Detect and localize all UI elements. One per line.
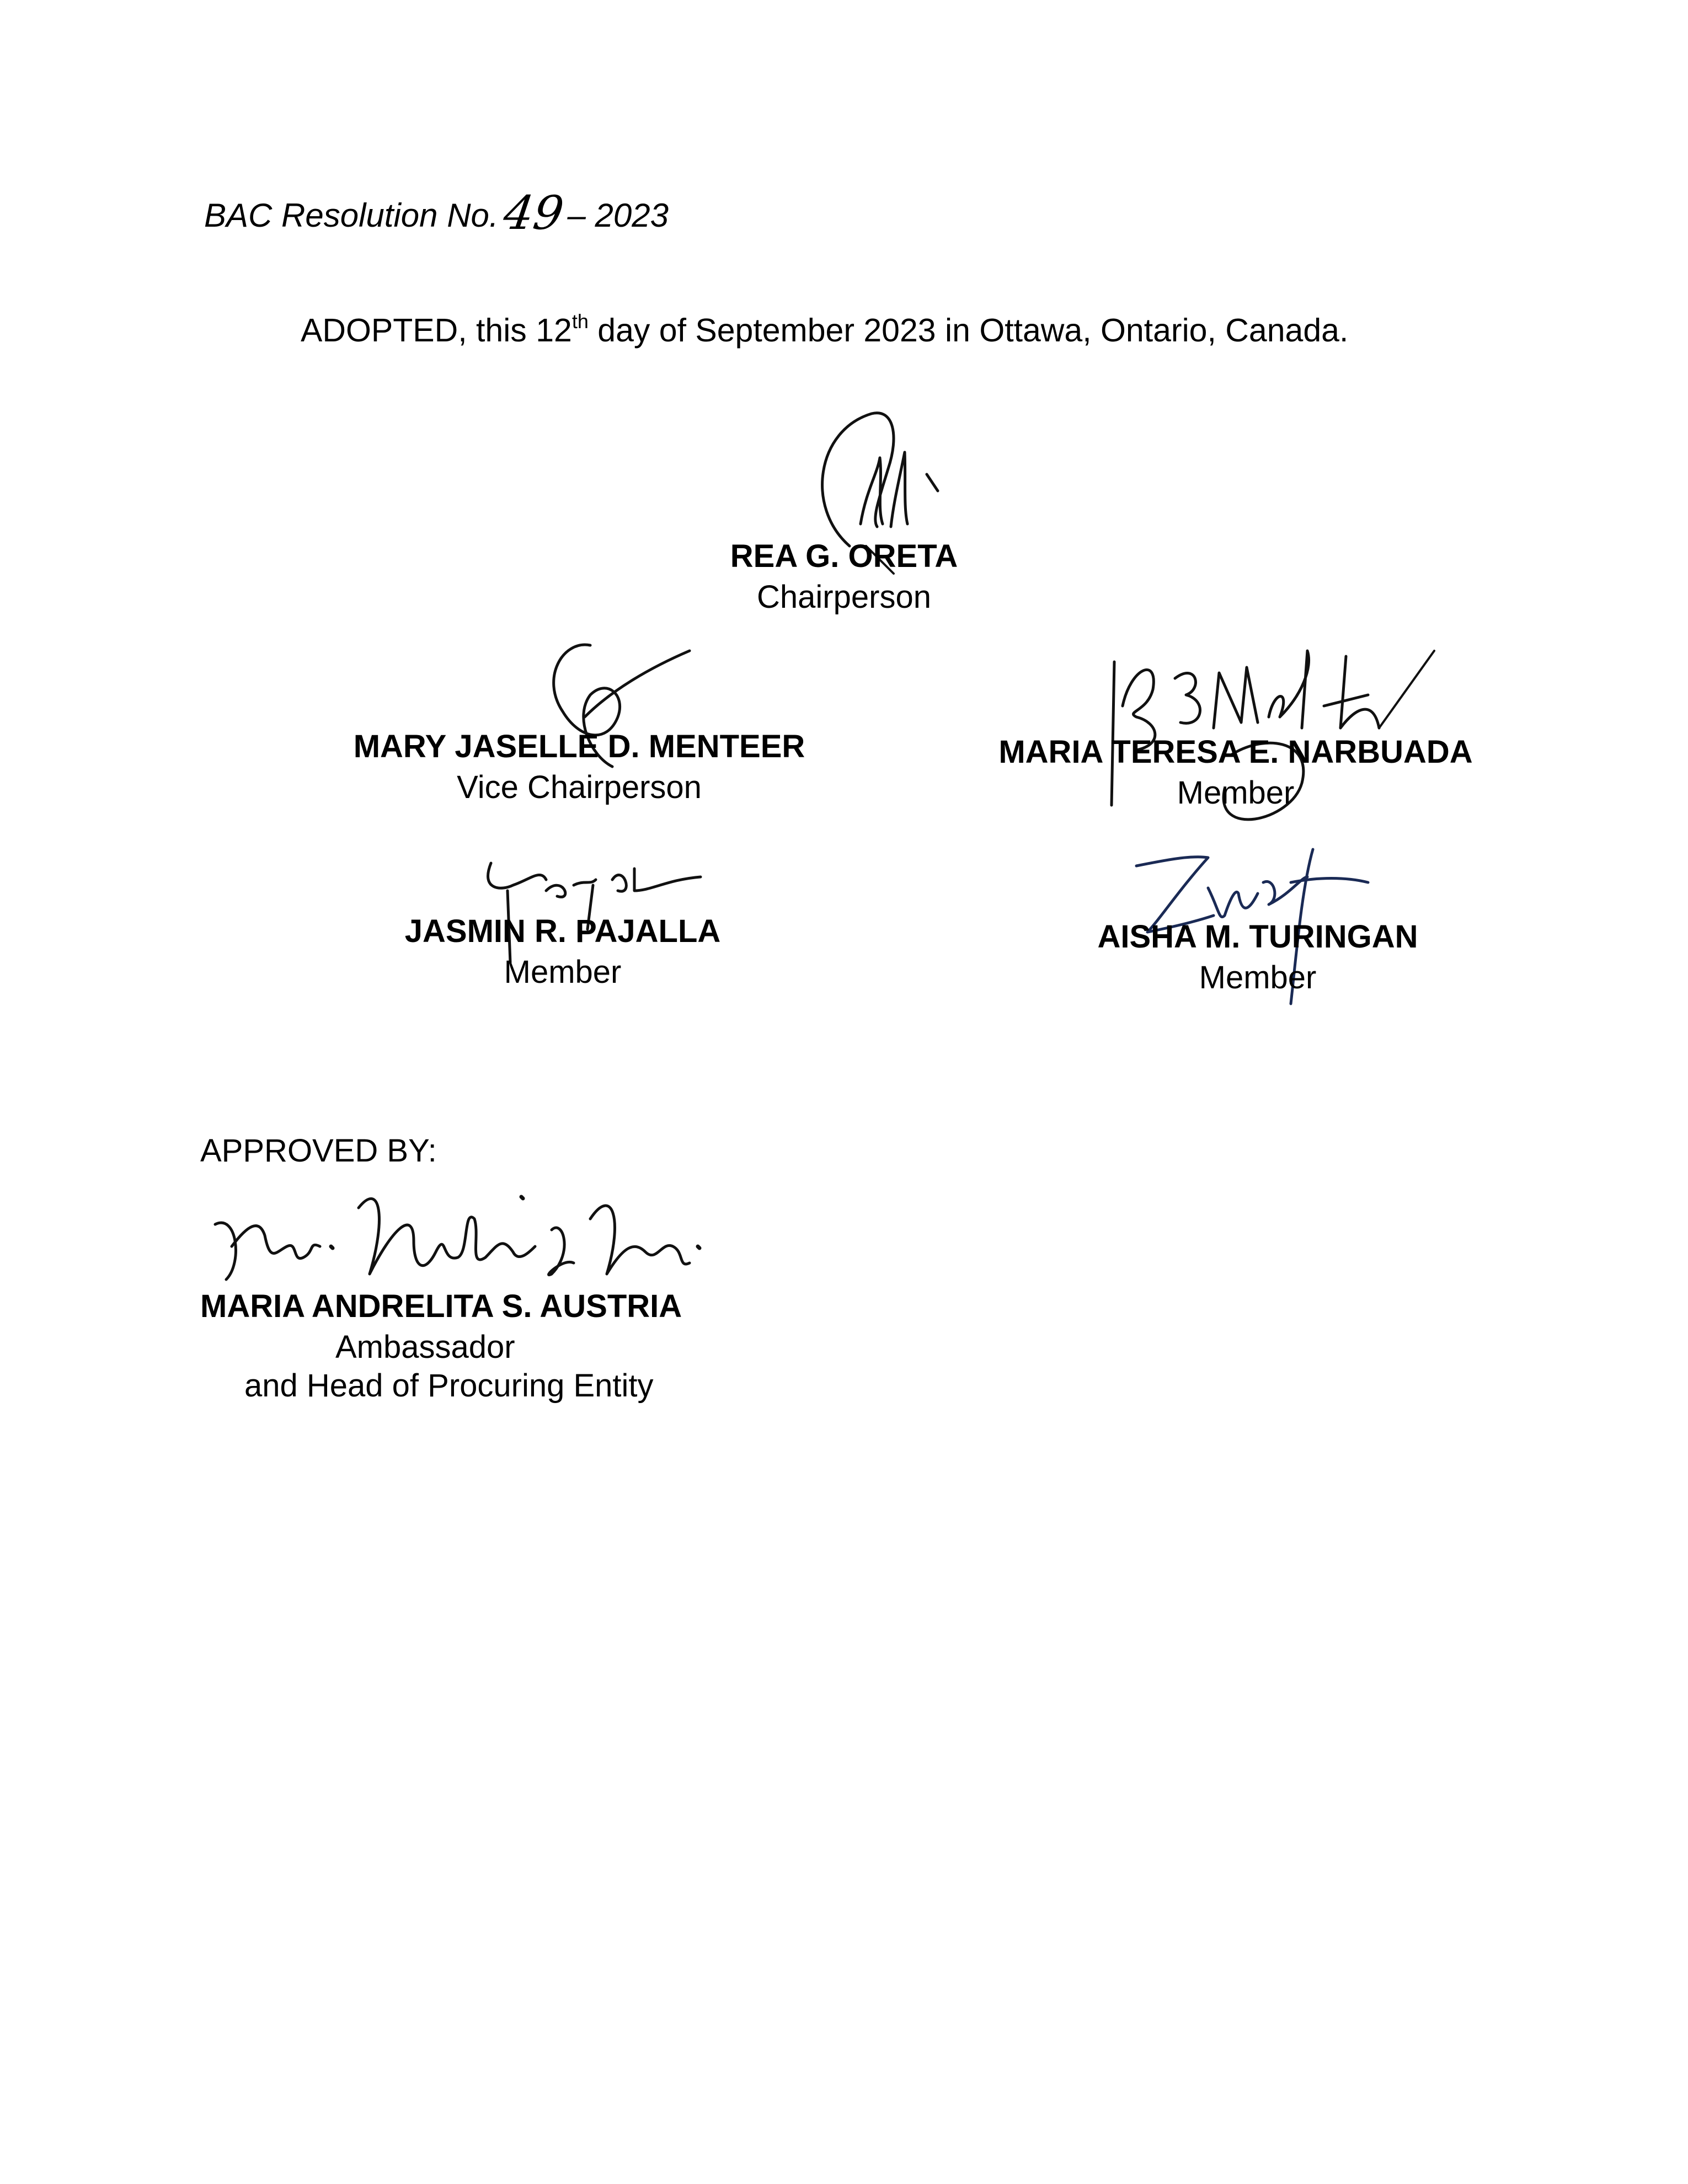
signer-role: Member bbox=[504, 954, 622, 990]
signer-role: Member bbox=[1199, 960, 1317, 995]
signer-role: Vice Chairperson bbox=[457, 769, 702, 805]
signer-member-turingan bbox=[1048, 921, 1467, 994]
resolution-number-handwritten: 49 bbox=[500, 186, 567, 240]
signer-role: Member bbox=[1177, 775, 1295, 811]
signer-name: MARIA TERESA E. NARBUADA bbox=[998, 734, 1473, 770]
approver-block bbox=[200, 1288, 682, 1404]
approver-role-line1: Ambassador bbox=[335, 1329, 515, 1365]
approver-role-line2: and Head of Procuring Entity bbox=[244, 1368, 654, 1404]
resolution-year: – 2023 bbox=[567, 197, 669, 234]
signer-chairperson bbox=[712, 540, 976, 613]
resolution-prefix: BAC Resolution No. bbox=[204, 197, 499, 234]
adopted-day-suffix: th bbox=[571, 310, 589, 333]
signer-vice-chairperson bbox=[342, 731, 816, 804]
adopted-text-end: day of September 2023 in Ottawa, Ontario, Canada. bbox=[588, 312, 1349, 349]
signer-role: Chairperson bbox=[757, 579, 931, 615]
adopted-statement bbox=[301, 310, 1349, 349]
approver-name: MARIA ANDRELITA S. AUSTRIA bbox=[200, 1288, 682, 1324]
adopted-text-start: ADOPTED, this 12 bbox=[301, 312, 572, 349]
signer-name: REA G. ORETA bbox=[730, 538, 958, 574]
signer-member-pajalla bbox=[342, 913, 783, 990]
signer-name: MARY JASELLE D. MENTEER bbox=[353, 729, 805, 764]
resolution-number-line bbox=[204, 186, 669, 240]
approved-by-label: APPROVED BY: bbox=[200, 1133, 437, 1169]
signer-name: AISHA M. TURINGAN bbox=[1097, 919, 1418, 955]
signer-name: JASMIN R. PAJALLA bbox=[404, 913, 721, 949]
signer-member-narbuada bbox=[982, 736, 1489, 809]
